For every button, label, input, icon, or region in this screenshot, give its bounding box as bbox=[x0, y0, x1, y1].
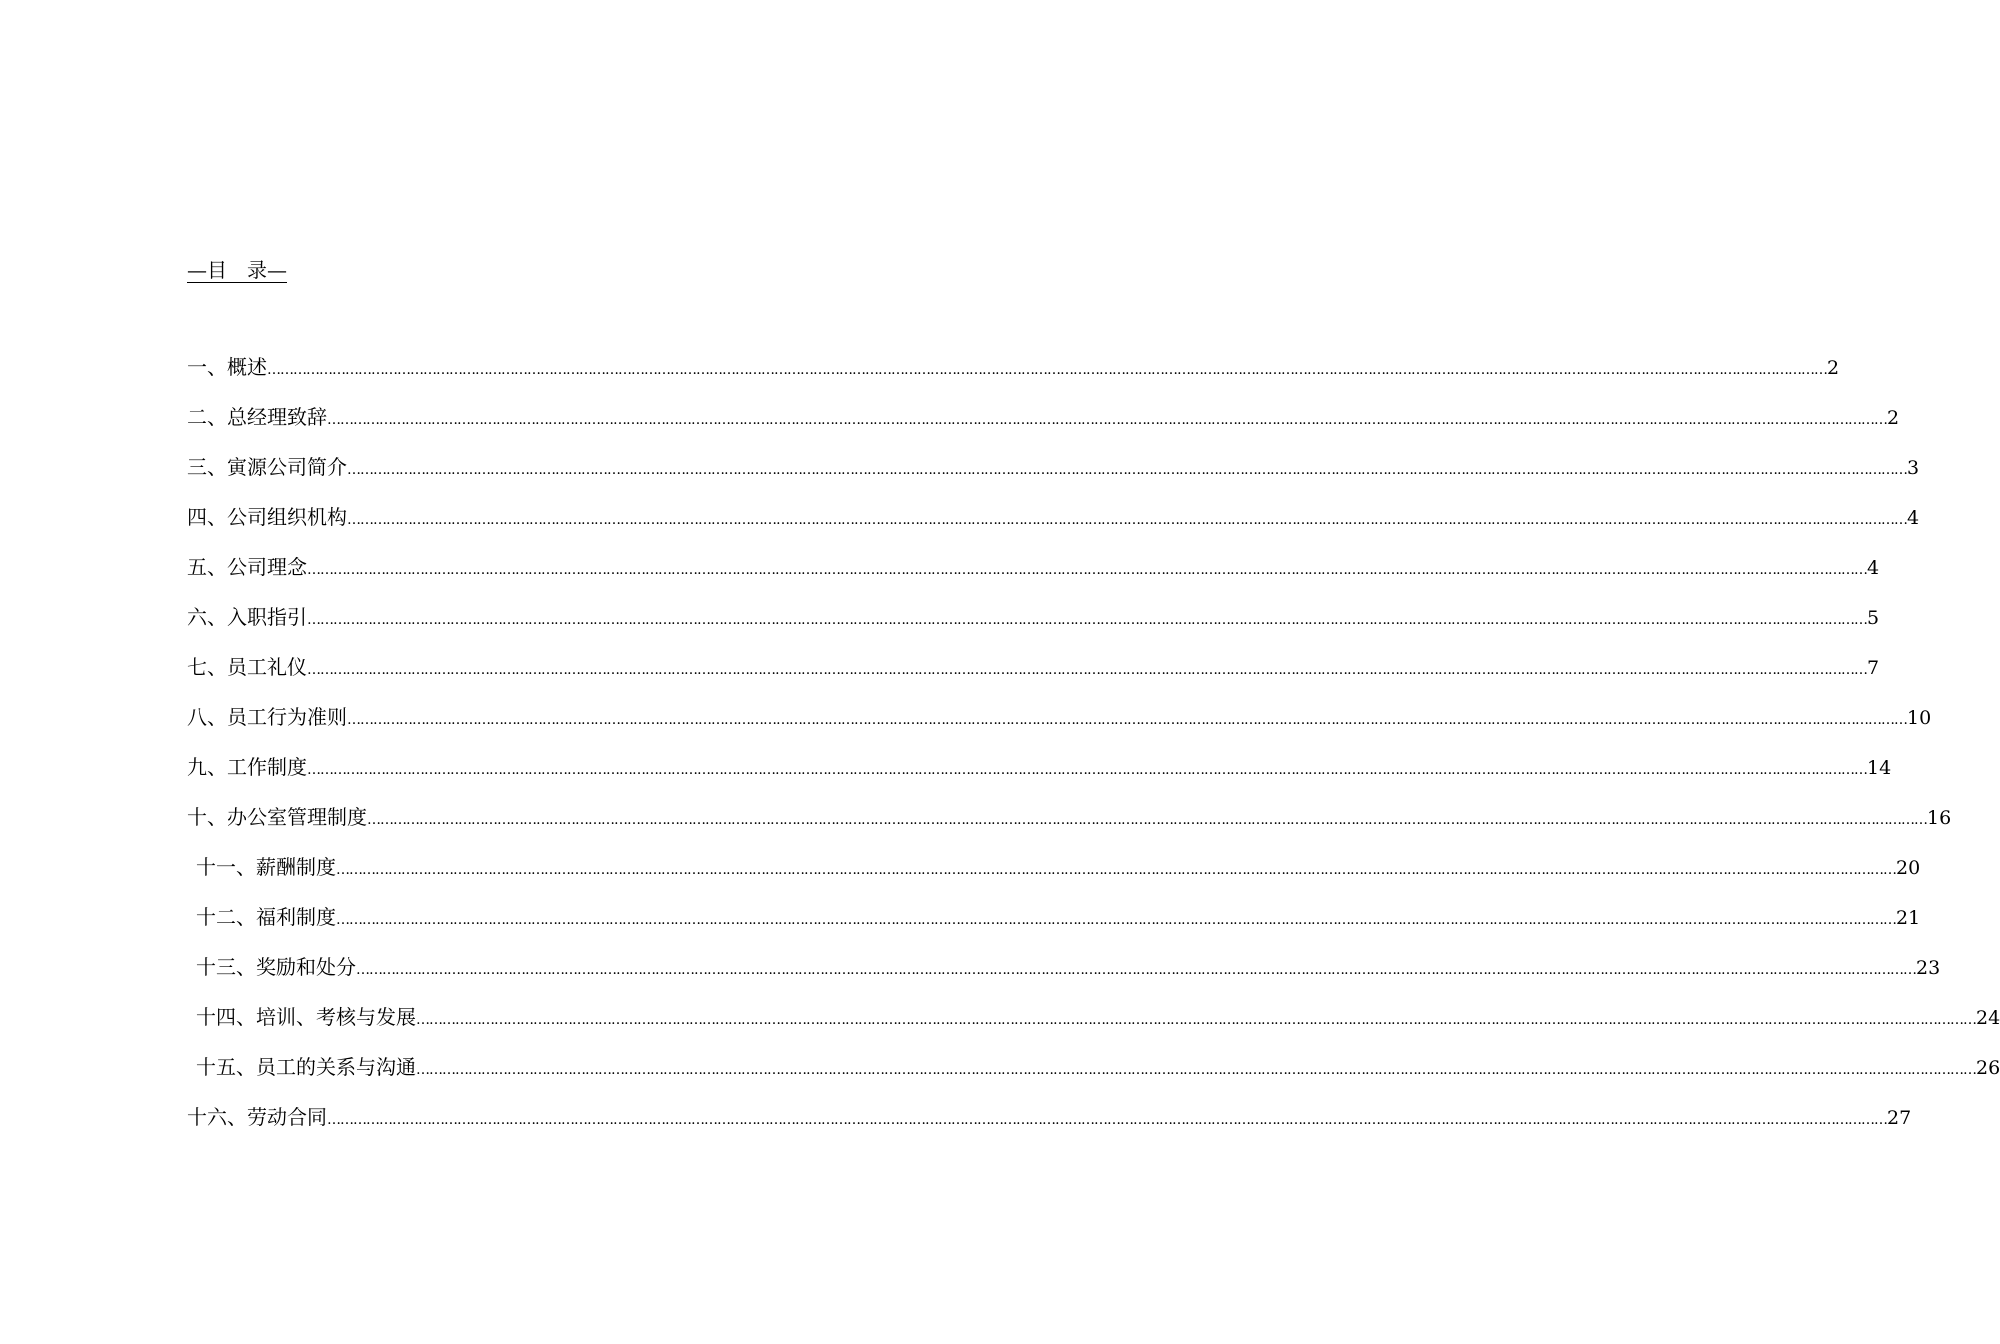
toc-leader-dots: ……………………………………………………………………………………………………………………………………………………………………………………………………………………………………………………………………………………………………………………………… bbox=[367, 812, 1927, 828]
toc-leader-dots: ……………………………………………………………………………………………………………………………………………………………………………………………………………………………………………………………………………………………………………………………… bbox=[336, 912, 1896, 928]
toc-entry-page: 24 bbox=[1976, 1007, 2000, 1029]
toc-entry[interactable] bbox=[196, 1002, 2000, 1032]
toc-leader-dots: ……………………………………………………………………………………………………………………………………………………………………………………………………………………………………………………………………………………………………………………………… bbox=[416, 1062, 1976, 1078]
toc-entry-label: 三、寅源公司简介 bbox=[187, 455, 347, 479]
toc-entry-page: 23 bbox=[1916, 957, 1941, 979]
toc-entry[interactable] bbox=[187, 452, 1920, 482]
toc-entry-label: 十六、劳动合同 bbox=[187, 1105, 327, 1129]
toc-entry-label: 五、公司理念 bbox=[187, 555, 307, 579]
toc-entry[interactable] bbox=[187, 552, 1880, 582]
toc-entry[interactable] bbox=[196, 902, 1921, 932]
toc-leader-dots: ……………………………………………………………………………………………………………………………………………………………………………………………………………………………………………………………………………………………………………………………… bbox=[327, 1112, 1887, 1128]
toc-entry[interactable] bbox=[187, 802, 1952, 832]
toc-leader-dots: ……………………………………………………………………………………………………………………………………………………………………………………………………………………………………………………………………………………………………………………………… bbox=[267, 362, 1827, 378]
toc-entry-label: 十一、薪酬制度 bbox=[196, 855, 336, 879]
toc-entry[interactable] bbox=[187, 502, 1920, 532]
toc-leader-dots: ……………………………………………………………………………………………………………………………………………………………………………………………………………………………………………………………………………………………………………………………… bbox=[307, 762, 1867, 778]
toc-entry[interactable] bbox=[187, 652, 1880, 682]
toc-leader-dots: ……………………………………………………………………………………………………………………………………………………………………………………………………………………………………………………………………………………………………………………………… bbox=[347, 712, 1907, 728]
toc-leader-dots: ……………………………………………………………………………………………………………………………………………………………………………………………………………………………………………………………………………………………………………………………… bbox=[347, 462, 1907, 478]
toc-entry-label: 一、概述 bbox=[187, 355, 267, 379]
toc-entry-label: 四、公司组织机构 bbox=[187, 505, 347, 529]
toc-entry[interactable] bbox=[196, 952, 1941, 982]
toc-entry-page: 4 bbox=[1867, 557, 1880, 579]
toc-entry-page: 5 bbox=[1867, 607, 1880, 629]
toc-entry-label: 十、办公室管理制度 bbox=[187, 805, 367, 829]
toc-entry-page: 16 bbox=[1927, 807, 1952, 829]
toc-entry-page: 20 bbox=[1896, 857, 1921, 879]
toc-entry[interactable] bbox=[196, 852, 1921, 882]
toc-entry-label: 九、工作制度 bbox=[187, 755, 307, 779]
toc-leader-dots: ……………………………………………………………………………………………………………………………………………………………………………………………………………………………………………………………………………………………………………………………… bbox=[307, 662, 1867, 678]
toc-entry-label: 六、入职指引 bbox=[187, 605, 307, 629]
toc-entry-page: 10 bbox=[1907, 707, 1932, 729]
toc-leader-dots: ……………………………………………………………………………………………………………………………………………………………………………………………………………………………………………………………………………………………………………………………… bbox=[336, 862, 1896, 878]
toc-entry-page: 3 bbox=[1907, 457, 1920, 479]
toc-entry-page: 27 bbox=[1887, 1107, 1912, 1129]
toc-leader-dots: ……………………………………………………………………………………………………………………………………………………………………………………………………………………………………………………………………………………………………………………………… bbox=[307, 612, 1867, 628]
toc-entry[interactable] bbox=[187, 602, 1880, 632]
toc-entry[interactable] bbox=[187, 702, 1932, 732]
toc-entry-label: 十五、员工的关系与沟通 bbox=[196, 1055, 416, 1079]
toc-entry[interactable] bbox=[187, 752, 1892, 782]
toc-entry[interactable] bbox=[187, 402, 1900, 432]
toc-entry-page: 7 bbox=[1867, 657, 1880, 679]
toc-entry-label: 十四、培训、考核与发展 bbox=[196, 1005, 416, 1029]
toc-entry-page: 2 bbox=[1827, 357, 1840, 379]
toc-entry-page: 14 bbox=[1867, 757, 1892, 779]
toc-entry-page: 21 bbox=[1896, 907, 1921, 929]
toc-leader-dots: ……………………………………………………………………………………………………………………………………………………………………………………………………………………………………………………………………………………………………………………………… bbox=[327, 412, 1887, 428]
toc-entry-label: 八、员工行为准则 bbox=[187, 705, 347, 729]
toc-entry[interactable] bbox=[196, 1052, 2000, 1082]
toc-entry[interactable] bbox=[187, 1102, 1912, 1132]
toc-entry[interactable] bbox=[187, 352, 1840, 382]
toc-entry-page: 4 bbox=[1907, 507, 1920, 529]
toc-entry-label: 七、员工礼仪 bbox=[187, 655, 307, 679]
toc-leader-dots: ……………………………………………………………………………………………………………………………………………………………………………………………………………………………………………………………………………………………………………………………… bbox=[347, 512, 1907, 528]
toc-entry-label: 十三、奖励和处分 bbox=[196, 955, 356, 979]
toc-leader-dots: ……………………………………………………………………………………………………………………………………………………………………………………………………………………………………………………………………………………………………………………………… bbox=[307, 562, 1867, 578]
toc-entry-label: 十二、福利制度 bbox=[196, 905, 336, 929]
toc-entry-page: 26 bbox=[1976, 1057, 2000, 1079]
toc-leader-dots: ……………………………………………………………………………………………………………………………………………………………………………………………………………………………………………………………………………………………………………………………… bbox=[356, 962, 1916, 978]
toc-entry-label: 二、总经理致辞 bbox=[187, 405, 327, 429]
toc-entry-page: 2 bbox=[1887, 407, 1900, 429]
toc-title: —目 录— bbox=[187, 258, 287, 282]
toc-leader-dots: ……………………………………………………………………………………………………………………………………………………………………………………………………………………………………………………………………………………………………………………………… bbox=[416, 1012, 1976, 1028]
